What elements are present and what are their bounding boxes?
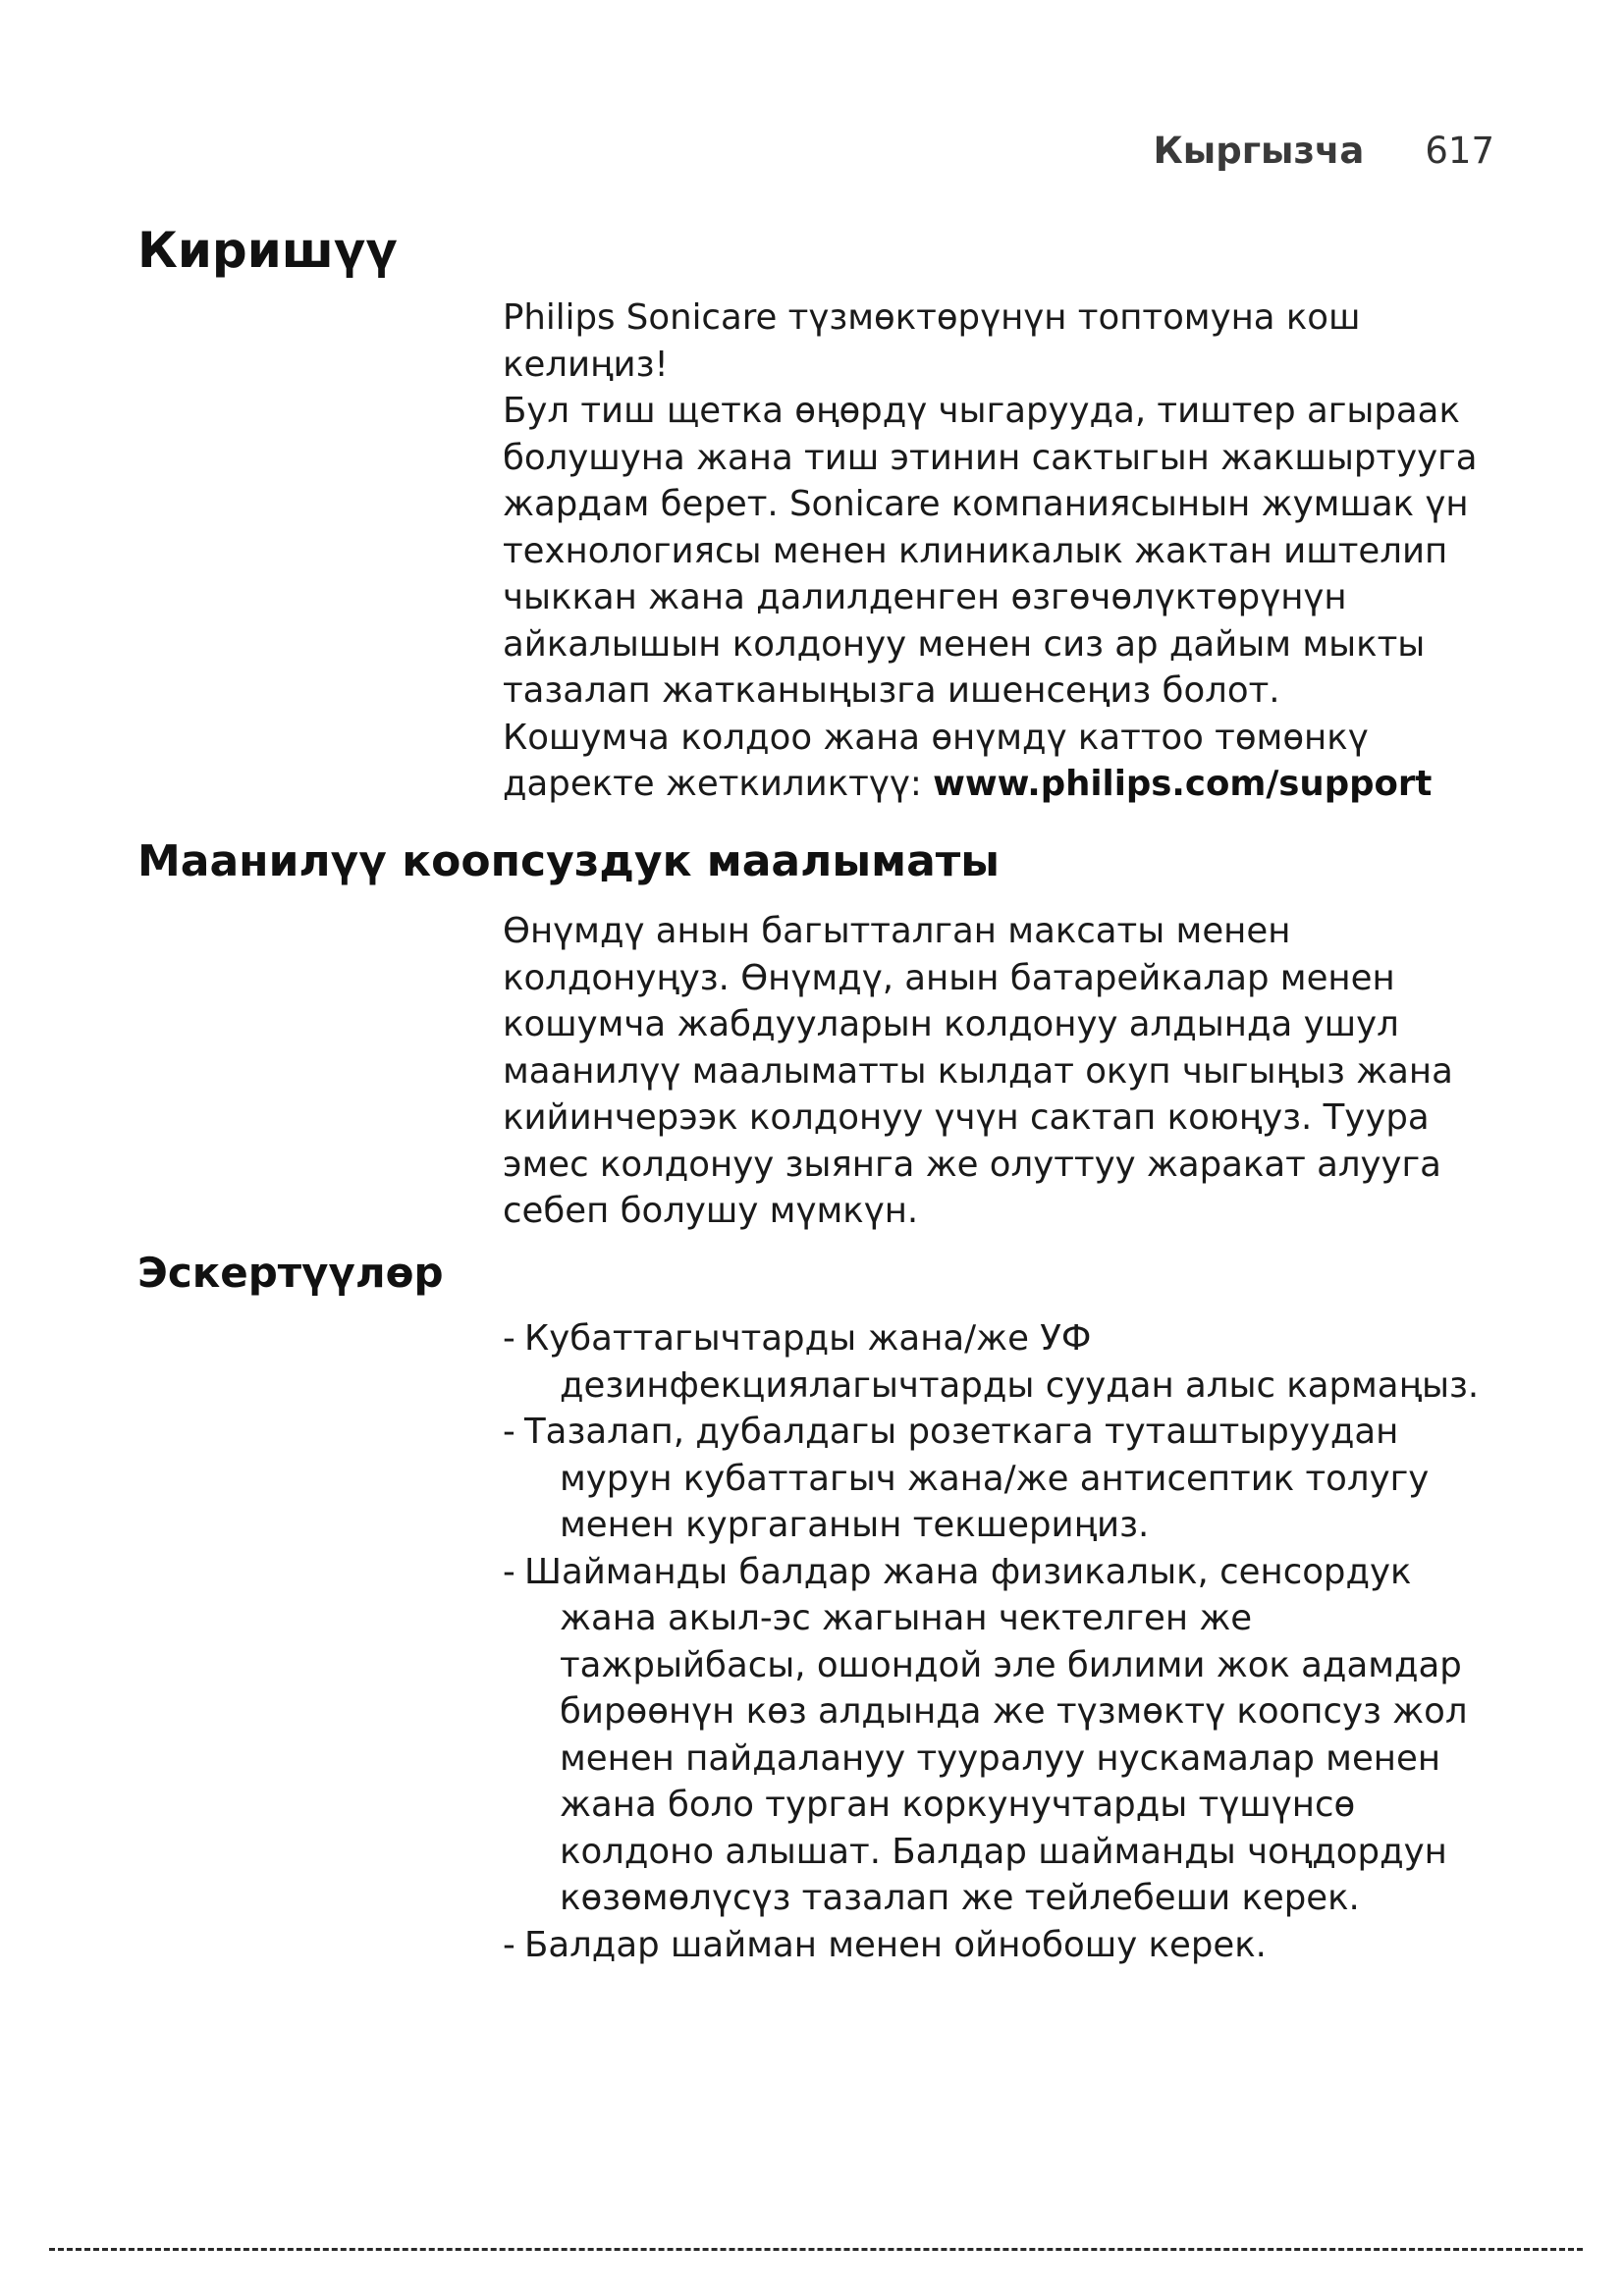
- warning-item: [503, 1315, 1504, 1409]
- header-language: Кыргызча: [1153, 130, 1365, 172]
- bullet-dash: -: [503, 1412, 515, 1452]
- running-header: [1154, 130, 1494, 172]
- bullet-dash: -: [503, 1318, 515, 1359]
- warning-item-text: Кубаттагычтарды жана/же УФ дезинфекциялагычтарды суудан алыс кармаңыз.: [524, 1318, 1480, 1406]
- bullet-dash: -: [503, 1551, 515, 1592]
- intro-paragraph-welcome: Philips Sonicare түзмөктөрүнүн топтомуна кош келиңиз!: [503, 297, 1361, 385]
- support-link[interactable]: www.philips.com/support: [933, 764, 1433, 804]
- support-text: Кошумча колдоо жана өнүмдү каттоо төмөнкү даректе жеткиликтүү:: [503, 717, 1369, 804]
- warning-item: [503, 1409, 1504, 1549]
- footer-divider: [49, 2248, 1583, 2251]
- warnings-list: [503, 1315, 1504, 1968]
- intro-paragraph-description: Бул тиш щетка өңөрдү чыгарууда, тиштер агыраак болушуна жана тиш этинин сактыгын жакшыртууга жардам берет. Sonicare компаниясынын жумшак үн технологиясы менен клиникалык жактан иштелип чыккан жана далилденген өзгөчөлүктөрүнүн айкалышын колдонуу менен сиз ар дайым мыкты тазалап жатканыңызга ишенсеңиз болот.: [503, 391, 1478, 711]
- bullet-dash: -: [503, 1924, 515, 1965]
- warning-item-text: Шайманды балдар жана физикалык, сенсордук жана акыл-эс жагынан чектелген же тажрыйбасы, ошондой эле билими жок адамдар бирөөнүн көз алдында же түзмөктү коопсуз жол менен пайдалануу тууралуу нускамалар менен жана боло турган коркунучтарды түшүнсө колдоно алышат. Балдар шайманды чоңдордун көзөмөлүсүз тазалап же тейлебеши керек.: [524, 1551, 1468, 1918]
- safety-heading: Маанилүү коопсуздук маалыматы: [137, 836, 1001, 886]
- safety-paragraph: Өнүмдү анын багытталган максаты менен колдонуңуз. Өнүмдү, анын батарейкалар менен кошумча жабдууларын колдонуу алдында ушул маанилүү маалыматты кылдат окуп чыгыңыз жана кийинчерээк колдонуу үчүн сактап коюңуз. Туура эмес колдонуу зыянга же олуттуу жаракат алууга себеп болушу мүмкүн.: [503, 911, 1453, 1231]
- warning-item-text: Тазалап, дубалдагы розеткага туташтыруудан мурун кубаттагыч жана/же антисептик толугу менен кургаганын текшериңиз.: [524, 1412, 1430, 1545]
- intro-paragraph-support: [503, 715, 1494, 808]
- warning-item: [503, 1922, 1504, 1969]
- intro-body: [503, 294, 1494, 808]
- safety-body: [503, 908, 1494, 1235]
- warnings-heading: Эскертүүлөр: [137, 1249, 444, 1297]
- warning-item-text: Балдар шайман менен ойнобошу керек.: [524, 1924, 1267, 1965]
- page-number: 617: [1425, 130, 1494, 172]
- intro-heading: Киришүү: [137, 222, 399, 279]
- warning-item: [503, 1549, 1504, 1922]
